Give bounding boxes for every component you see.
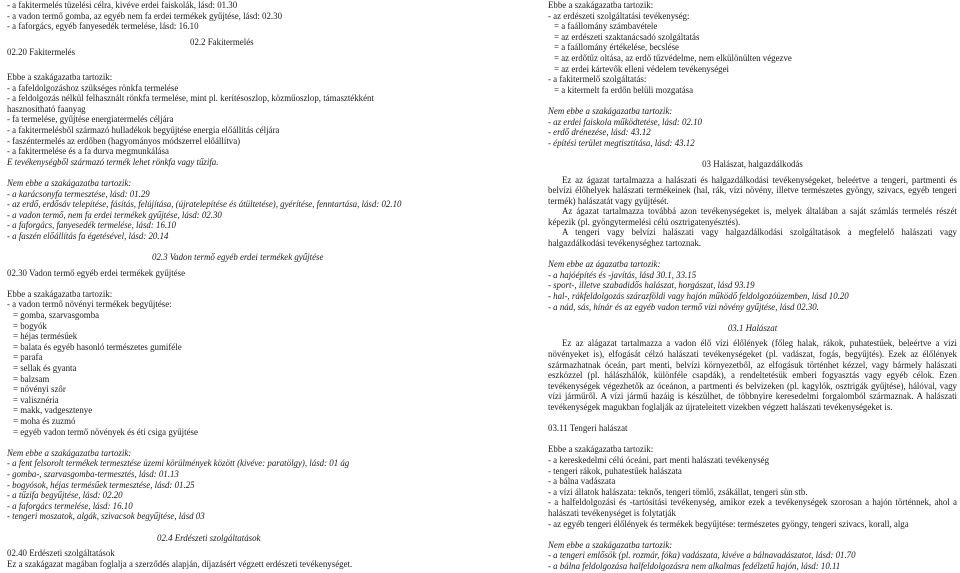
list-item: - a bálna feldolgozása halfeldolgozásra nem alkalmas fedélzetű hajón, lásd: 10.11 — [548, 560, 841, 571]
list-item: = a faállomány számbavétele — [554, 21, 658, 32]
gather-intro: - a vadon termő növényi termékek begyűjtése: — [7, 299, 172, 310]
list-item: - az erdő, erdősáv telepítése, fásítás, felújítása, (újratelepítése és átültetése), gyérítése, fenntartása, lásd: 02.10 — [7, 199, 402, 210]
list-item: - a nád, sás, hínár és az egyéb vadon termő vízi növény gyűjtése, lásd 02.30. — [548, 301, 819, 312]
excludes-list-2 — [7, 458, 479, 522]
list-item: - építési terület megtisztítása, lásd: 43.12 — [548, 137, 695, 148]
list-item: - gomba-, szarvasgomba-termesztés, lásd: 01.13 — [7, 468, 179, 479]
section-heading-03-11: 03.11 Tengeri halászat — [548, 423, 628, 434]
list-item: - faszéntermelés az erdőben (hagyományos módszerrel előállítva) — [7, 135, 241, 146]
list-item: - a karácsonyfa termesztése, lásd: 01.29 — [7, 188, 150, 199]
includes-label-right: Ebbe a szakágazatba tartozik: — [548, 0, 654, 10]
list-item: - tengeri rákok, puhatestűek halászata — [548, 465, 682, 476]
list-item: = egyéb vadon termő növények és éti csiga gyűjtése — [13, 426, 198, 437]
section-heading-02-20: 02.20 Fakitermelés — [7, 47, 76, 58]
list-item: - a faforgács termelése, lásd: 16.10 — [7, 500, 133, 511]
includes-list-continued — [7, 114, 479, 156]
list-item: - az egyéb tengeri élőlények és termékek begyűjtése: természetes gyöngy, tengeri szivacs, korall, alga — [548, 518, 909, 529]
list-item: = sellak és gyanta — [13, 363, 77, 373]
list-item: = gomba, szarvasgomba — [13, 310, 100, 321]
list-item: - a faforgács, fanyesedék termelése, lásd: 16.10 — [7, 220, 176, 231]
section-heading-02-2: 02.2 Fakitermelés — [190, 36, 254, 47]
excludes-list-right — [548, 117, 957, 149]
includes-label-2: Ebbe a szakágazatba tartozik: — [7, 288, 113, 299]
excludes-label-2: Nem ebbe a szakágazatba tartozik: — [7, 447, 132, 458]
list-item: = növényi szőr — [13, 384, 66, 395]
list-item: - fa termelése, gyűjtése energiatermelés céljára — [7, 114, 174, 125]
section-heading-02-30: 02.30 Vadon termő egyéb erdei termékek gyűjtése — [7, 267, 186, 278]
list-item: - erdő drénezése, lásd: 43.12 — [548, 127, 651, 138]
section-02-40-description: Ez a szakágazat magában foglalja a szerződés alapján, díjazásért végzett erdészeti tevékenységet. — [7, 558, 353, 569]
logging-list — [548, 85, 957, 96]
list-item: - a hajóépítés és -javítás, lásd 30.1, 33.15 — [548, 269, 697, 280]
logging-intro: - a fakitermelő szolgáltatás: — [548, 74, 647, 85]
list-item: = parafa — [13, 352, 43, 363]
section-heading-03-1: 03.1 Halászat — [727, 322, 778, 333]
list-item: - a halfeldolgozási és -tartósítási tevékenység, amikor ezek a tevékenységek szorosan a hajón történnek, ahol a halászati tevékenységet is folytatják — [548, 497, 957, 518]
list-item: - a kereskedelmi célú óceáni, part menti halászati tevékenység — [548, 454, 770, 465]
section-heading-02-40: 02.40 Erdészeti szolgáltatások — [7, 548, 115, 559]
excludes-list-03-11 — [548, 550, 957, 571]
list-item: = az erdőtűz oltása, az erdő tűzvédelme, nem elkülönülten végezve — [554, 52, 792, 63]
list-item: - sport-, illetve szabadidős halászat, horgászat, lásd 93.19 — [548, 280, 755, 291]
paragraph-03-extra: Az ágazat tartalmazza továbbá azon tevékenységeket is, melyek általában a saját számlás termelés részét képezik (pl. gyöngytermelési célú osztrigatenyésztés). — [548, 206, 957, 227]
paragraph-03-services: A tengeri vagy belvízi halászati vagy halgazdálkodási szolgáltatások a megfelelő halászati vagy halgazdálkodási tevékenységhez tartoznak. — [548, 227, 957, 249]
list-item: - a feldolgozás nélkül felhasznált rönkfa termelése, mint pl. kerítésoszlop, közműoszlop, támasztékként — [7, 93, 374, 104]
list-item: - a tengeri emlősök (pl. rozmár, fóka) vadászata, kivéve a bálnavadászatot, lásd: 01.70 — [548, 550, 856, 561]
includes-list-wrap: hasznosítható faanyag — [7, 103, 86, 114]
intro-exclusion-list — [7, 0, 479, 32]
right-column — [548, 0, 957, 571]
list-item: = az erdei kártevők elleni védelem tevékenységei — [554, 63, 730, 74]
product-note: E tevékenységből származó termék lehet rönkfa vagy tűzifa. — [7, 156, 219, 167]
list-item: - a vadon termő gomba, az egyéb nem fa erdei termékek gyűjtése, lásd: 02.30 — [7, 10, 283, 21]
list-item: - a vadon termő, nem fa erdei termékek gyűjtése, lásd: 02.30 — [7, 209, 222, 220]
service-intro: - az erdészeti szolgáltatási tevékenység: — [548, 10, 690, 21]
sea-fishing-list — [548, 455, 957, 529]
list-item: = a faállomány értékelése, becslése — [554, 42, 679, 53]
list-item: = héjas termésűek — [13, 331, 78, 342]
list-item: - hal-, rákfeldolgozás szárazföldi vagy hajón működő feldolgozóüzemben, lásd 10.20 — [548, 291, 849, 302]
paragraph-03-scope: Ez az ágazat tartalmazza a halászati és halgazdálkodási tevékenységeket, beleértve a tengeri, partmenti és belvízi élőhelyek halászati termékeinek (hal, rák, vízi növény, illetve természetes gyöngy, szivacs, egyéb tengeri termék) halászatát vagy gyűjtését. — [548, 174, 957, 206]
list-item: = valisznéria — [13, 394, 59, 405]
list-item: - a faforgács, egyéb fanyesedék termelése, lásd: 16.10 — [7, 21, 199, 32]
list-item: - a tűzifa begyűjtése, lásd: 02.20 — [7, 490, 123, 501]
excludes-label: Nem ebbe a szakágazatba tartozik: — [7, 177, 132, 188]
list-item: = a kitermelt fa erdőn belüli mozgatása — [554, 84, 694, 95]
excludes-label-03: Nem ebbe az ágazatba tartozik: — [548, 259, 661, 270]
excludes-list — [7, 189, 479, 242]
list-item: - a fakitermelése és a fa durva megmunkálása — [7, 146, 169, 157]
gather-list — [7, 310, 479, 437]
list-item: = bogyók — [13, 320, 47, 331]
list-item: = balata és egyéb hasonló természetes gumiféle — [13, 341, 182, 352]
list-item: - a bálna vadászata — [548, 476, 616, 487]
paragraph-03-1: Ez az alágazat tartalmazza a vadon élő vízi élőlények (főleg halak, rákok, puhatestűek, beleértve a vízi növényeket is), elfogását célzó halászati tevékenységeket (pl. vadászat, fogás, begyűjtés). Ezek az élőlények származhatnak óceán, part menti, belvízi környezetből, az elfogásuk történhet kézzel, vagy bármely halászati eszközzel (pl. hálászhálók, különféle csapdák), a rendeltetésük emberi fogyasztás vagy egyéb célok. Ezen tevékenységek végezhetők az óceánon, a partmenti és belvizeken (pl. kagylók, osztrigák gyűjtése), hálóval, vagy vízi járműről. A vízi jármű hazáig is készülhet, de többnyire keresedelmi forgalomból származnak. A halászati tevékenységek magukban foglalják az újrateleitett vizekben végzett halászati tevékenységeket is. — [548, 338, 957, 412]
section-heading-02-3: 02.3 Vadon termő egyéb erdei termékek gyűjtése — [152, 252, 324, 263]
list-item: = balzsam — [13, 373, 50, 384]
service-list — [548, 21, 957, 74]
list-item: - a vízi állatok halászata: teknős, tengeri tömlő, zsákállat, tengeri sün stb. — [548, 486, 808, 497]
list-item: - az erdei faiskola működtetése, lásd: 02.10 — [548, 116, 702, 127]
list-item: - a fakitermelésből származó hulladékok begyűjtése energia előállítás céljára — [7, 124, 280, 135]
includes-label-03-11: Ebbe a szakágazatba tartozik: — [548, 444, 654, 455]
includes-label: Ebbe a szakágazatba tartozik: — [7, 71, 113, 82]
section-heading-03: 03 Halászat, halgazdálkodás — [702, 158, 803, 169]
list-item: - a fakitermelés tüzelési célra, kivéve erdei faiskolák, lásd: 01.30 — [7, 0, 238, 10]
list-item: = moha és zuzmó — [13, 415, 76, 426]
excludes-list-03 — [548, 270, 957, 312]
list-item: - a fafeldolgozáshoz szükséges rönkfa termelése — [7, 82, 179, 93]
list-item: = az erdészeti szaktanácsadó szolgáltatás — [554, 31, 700, 42]
list-item: - a fent felsorolt termékek termesztése üzemi körülmények között (kivéve: paratölgy), lásd: 01 ág — [7, 458, 350, 469]
excludes-label-right: Nem ebbe a szakágazatba tartozik: — [548, 105, 673, 116]
list-item: - tengeri moszatok, algák, szivacsok begyűjtése, lásd 03 — [7, 511, 205, 522]
list-item: = makk, vadgesztenye — [13, 405, 93, 416]
includes-list — [7, 83, 479, 104]
section-heading-02-4: 02.4 Erdészeti szolgáltatások — [157, 532, 261, 543]
left-column — [7, 0, 479, 569]
list-item: - bogyósok, héjas termésűek termesztése, lásd: 01.25 — [7, 479, 195, 490]
list-item: - a faszén előállítás fa égetésével, lásd: 20.14 — [7, 230, 169, 241]
excludes-label-03-11: Nem ebbe a szakágazatba tartozik: — [548, 539, 673, 550]
